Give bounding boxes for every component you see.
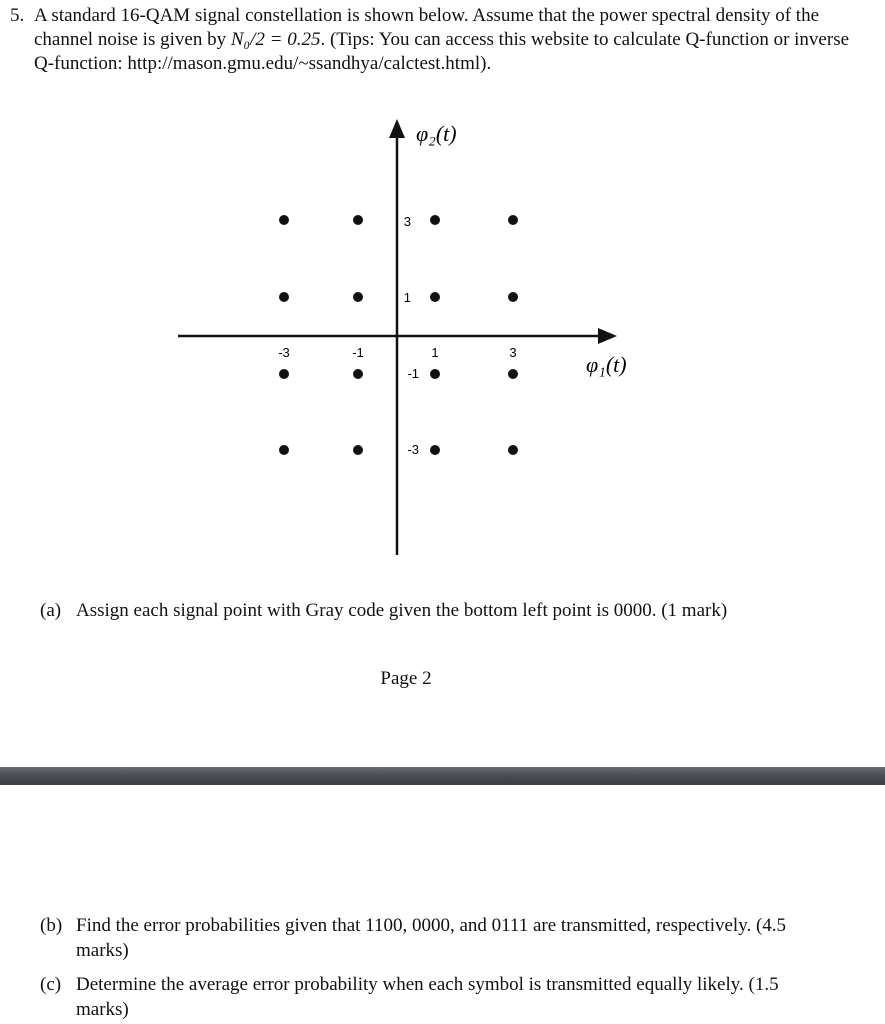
constellation-diagram <box>0 110 885 560</box>
y-axis-arrow <box>389 119 405 138</box>
problem-text-part1: A standard 16-QAM signal constellation is shown below. Assume that the power spectral density of the channel noise is given by <box>34 5 820 50</box>
part-a-text: Assign each signal point with Gray code given the bottom left point is 0000. (1 mark) <box>76 600 728 621</box>
part-a-label: (a) <box>40 600 62 621</box>
signal-point <box>279 445 289 455</box>
x-tick-label: -3 <box>278 345 290 360</box>
signal-point <box>353 292 363 302</box>
signal-point <box>353 445 363 455</box>
y-tick-label: 3 <box>403 214 411 229</box>
part-b-text: Find the error probabilities given that 1100, 0000, and 0111 are transmitted, respectively. (4.5 marks) <box>76 915 787 961</box>
signal-point <box>508 445 518 455</box>
signal-point <box>508 215 518 225</box>
x-axis-label: φ₁(t) <box>586 352 627 377</box>
x-tick-label: 1 <box>431 345 439 360</box>
signal-point <box>430 445 440 455</box>
part-c-text: Determine the average error probability when each symbol is transmitted equally likely. (1.5 marks) <box>76 974 779 1020</box>
part-b-label: (b) <box>40 915 63 936</box>
problem-statement <box>10 4 870 76</box>
part-c-label: (c) <box>40 974 62 995</box>
x-tick-label: -1 <box>352 345 364 360</box>
signal-point <box>508 292 518 302</box>
part-a <box>40 598 840 623</box>
x-axis-arrow <box>598 328 617 344</box>
signal-point <box>279 369 289 379</box>
part-c <box>40 972 830 1022</box>
y-tick-label: 1 <box>403 290 411 305</box>
y-axis-label: φ₂(t) <box>416 121 457 146</box>
x-tick-label: 3 <box>509 345 517 360</box>
signal-point <box>508 369 518 379</box>
signal-point <box>430 292 440 302</box>
signal-point <box>279 292 289 302</box>
problem-number: 5. <box>10 5 25 26</box>
signal-point <box>353 215 363 225</box>
signal-point <box>353 369 363 379</box>
page-number: Page 2 <box>380 668 432 689</box>
part-b <box>40 913 830 963</box>
problem-text <box>34 4 870 76</box>
noise-psd-expression: N₀/2 = 0.25 <box>230 29 321 50</box>
signal-point <box>279 215 289 225</box>
y-tick-label: -3 <box>407 442 419 457</box>
signal-point <box>430 369 440 379</box>
page-break-bar <box>0 767 885 785</box>
signal-point <box>430 215 440 225</box>
problem-text-part2: . (Tips: You can access this website to calculate Q-function or inverse Q-function: http://mason.gmu.edu/~ssandhya/calctest.html). <box>34 29 850 74</box>
y-tick-label: -1 <box>407 366 419 381</box>
